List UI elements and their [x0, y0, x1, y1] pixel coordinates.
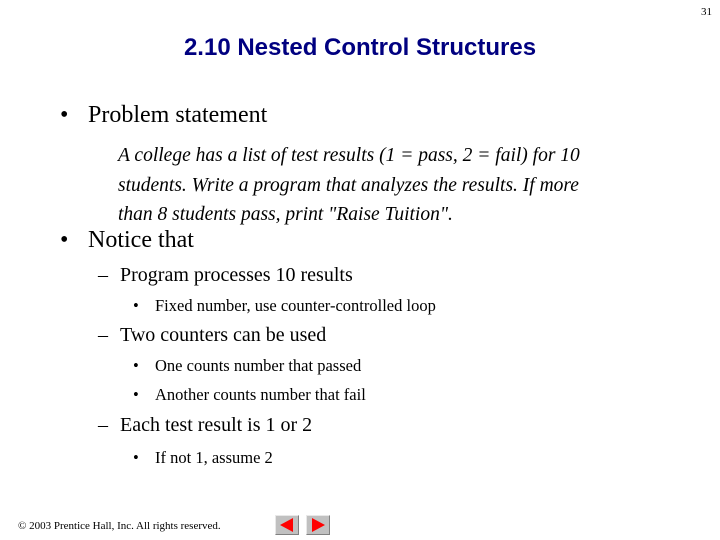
copyright-text: 2003 Prentice Hall, Inc. All rights reserved.: [26, 520, 221, 532]
sub-item-label: Each test result is 1 or 2: [120, 414, 313, 436]
sub-sub-item: [133, 448, 273, 468]
problem-statement-text: [118, 141, 678, 230]
bullet-label: Notice that: [88, 227, 194, 253]
next-slide-button[interactable]: [306, 515, 330, 535]
dash-marker: –: [98, 264, 108, 286]
dash-marker: –: [98, 324, 108, 346]
bullet-marker: •: [133, 296, 139, 315]
left-arrow-icon: [276, 516, 298, 534]
bullet-marker: •: [133, 448, 139, 467]
bullet-notice-that: [60, 227, 194, 254]
copyright-symbol: ©: [18, 520, 27, 532]
sub-sub-item: [133, 296, 436, 316]
sub-item: [98, 324, 326, 347]
right-arrow-icon: [307, 516, 329, 534]
bullet-marker: •: [133, 385, 139, 404]
bullet-problem-statement: [60, 102, 267, 129]
sub-item-label: Two counters can be used: [120, 324, 327, 346]
sub-item: [98, 414, 312, 437]
sub-sub-item: [133, 385, 366, 405]
sub-item: [98, 264, 353, 287]
problem-line: students. Write a program that analyzes the results. If more: [118, 174, 579, 196]
problem-line: than 8 students pass, print "Raise Tuition".: [118, 204, 453, 225]
sub-sub-item: [133, 356, 361, 376]
copyright-footer: [18, 520, 221, 532]
problem-line: A college has a list of test results (1 = pass, 2 = fail) for 10: [118, 145, 580, 166]
bullet-marker: •: [60, 227, 69, 253]
sub-sub-item-label: One counts number that passed: [155, 356, 362, 375]
slide-title: 2.10 Nested Control Structures: [183, 34, 537, 61]
page-number: 31: [701, 6, 712, 18]
previous-slide-button[interactable]: [275, 515, 299, 535]
dash-marker: –: [98, 414, 108, 436]
bullet-label: Problem statement: [88, 102, 268, 128]
bullet-marker: •: [60, 102, 69, 128]
sub-sub-item-label: Another counts number that fail: [155, 385, 366, 404]
sub-item-label: Program processes 10 results: [120, 264, 353, 286]
sub-sub-item-label: Fixed number, use counter-controlled loop: [155, 296, 436, 315]
bullet-marker: •: [133, 356, 139, 375]
sub-sub-item-label: If not 1, assume 2: [155, 448, 273, 467]
